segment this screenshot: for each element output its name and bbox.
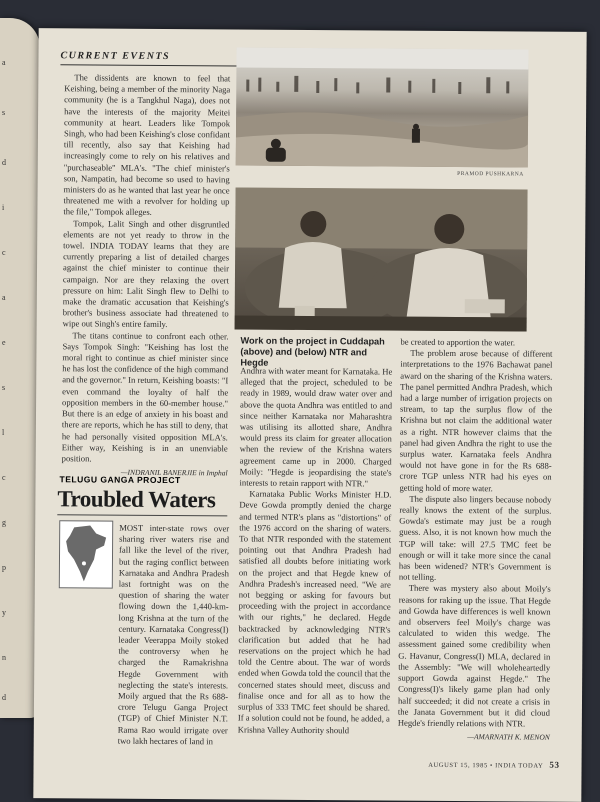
article2-paragraph: The problem arose because of different interpretations to the 1976 Bachawat panel award on the sharing of the Krishna waters. The panel permitted Andhra Pradesh, which had a large number of irrigation projects on stream, to tap the surplus flow of the Krishna but not claim the additional water as a right. NTR however claims that the panel had given Andhra the right to use the surplus water. Karnataka feels Andhra would not have gone in for the Rs 688-crore TGP unless NTR had his eyes on getting hold of more water. (399, 347, 553, 493)
page-footer (428, 759, 559, 770)
footer-date: AUGUST 15, 1985 • INDIA TODAY (428, 761, 544, 770)
section-header: CURRENT EVENTS (60, 50, 171, 63)
article2-byline: —AMARNATH K. MENON (467, 732, 550, 742)
article2-paragraph: be created to apportion the water. (400, 336, 516, 348)
article1-paragraph: Tompok, Lalit Singh and other disgruntled elements are not yet ready to throw in the towel. INDIA TODAY learns that they are currently preparing a list of detailed charges against the chief minister to continue their campaign. Nor are they relaxing the overt pressure on him: Lalit Singh flew to Delhi to make the dramatic accusation that Keishing's brother's business associate had threatened to wipe out Singh's entire family. (62, 217, 230, 330)
edge-letter: l (2, 428, 5, 437)
title-rule (57, 514, 227, 516)
edge-letter: s (2, 383, 6, 392)
article2-paragraph: There was mystery also about Moily's reasons for raking up the issue. That Hegde and Gowda have differences is well known and observers feel Moily's charge was calculated to widen this wedge. The assessment gained some credibility when G. Havanur, Congress(I) MLA, declared in the Assembly: "We will wholeheartedly support Gowda against Hegde." The Congress(I)'s likely game plan had only half succeeded; it did not create a crisis in the Janata Government but it did cloud Hegde's friendly relations with NTR. (397, 583, 551, 729)
article2-paragraph: Karnataka Public Works Minister H.D. Deve Gowda promptly denied the charge and termed NTR's plans as "distortions" of the 1976 accord on the sharing of waters. To that NTR responded with the statement pointing out that Andhra Pradesh had satisfied all doubts before initiating work on the project and that Hegde knew of Andhra Pradesh's increased need. "We are not begging or asking for favours but proceeding with the project in accordance with our rights," he declared. Hegde backtracked by acknowledging NTR's clarification but added that he had reservations on the project which he had told the Centre about. The war of words ended when Gowda told the council that the concerned states should meet, discuss and finalise once and for all as to how the surplus of 333 TMC feet should be shared. If a solution could not be found, he added, a Krishna Valley Authority should (237, 488, 392, 735)
article2-column-2 (238, 366, 393, 737)
photo-caption: Work on the project in Cuddapah (above) and (below) NTR and Hegde (240, 335, 385, 368)
two-men-seated-illustration (235, 187, 528, 331)
header-rule (60, 64, 256, 66)
page-number: 53 (549, 759, 560, 770)
photo-ntr-hegde (235, 187, 528, 331)
edge-letter: a (2, 293, 6, 302)
edge-letter: p (2, 563, 6, 572)
edge-letter: n (2, 653, 6, 662)
edge-letter: g (2, 518, 6, 527)
edge-letter: c (2, 248, 6, 257)
article2-column-1 (60, 522, 230, 747)
article2-lead: MOST inter-state rows over sharing river waters rise and fall like the level of the river, but the raging conflict between Karnataka and Andhra Pradesh last fortnight was on the question of sharing the water flowing down the 1,440-km-long Krishna at the turn of the century. Karnataka Congress(I) leader Veerappa Moily stoked the controversy when he charged the Ramakrishna Hegde Government with neglecting the state's interests. Moily argued that the Rs 688-crore Telugu Ganga Project (TGP) of Chief Minister N.T. Rama Rao would irrigate over two lakh hectares of land in (117, 522, 230, 747)
edge-letter: s (2, 108, 6, 117)
photo-credit: PRAMOD PUSHKARNA (457, 171, 524, 178)
magazine-page (33, 28, 586, 802)
edge-letter: y (2, 608, 6, 617)
article2-column-3 (398, 337, 553, 743)
edge-letter: i (2, 203, 5, 212)
article2-title: Troubled Waters (57, 486, 216, 513)
article1-paragraph: The titans continue to confront each other. Says Tompok Singh: "Keishing has lost the moral right to continue as chief minister since he has lost the confidence of the high command and the governor." In return, Keishing boasts: "I even command the loyalty of half the opposition members in the 60-member house." But there is an edge of anxiety in his boast and there are reports, which he has still to deny, that he had personally visited opposition MLA's. Either way, Keishing is in an unenviable position. (61, 330, 229, 464)
article2-paragraph: The dispute also lingers because nobody really knows the extent of the surplus. Gowda's estimate may just be a rough guess. Also, it is not known how much the TGP will take: will 27.5 TMC feet be enough or will it take more since the canal has been widened? NTR's Government is not telling. (398, 493, 552, 583)
article1-column (62, 72, 231, 478)
photo-cuddapah-project (236, 47, 529, 167)
edge-letter: d (2, 158, 6, 167)
article2-paragraph: Andhra with water meant for Karnataka. He alleged that the project, scheduled to be ready in 1989, would draw water over and above the quota Andhra was entitled to and since neither Karnataka nor Maharashtra was utilising its allotted share, Andhra would press its claim for greater allocation when the review of the Krishna waters agreement came up in 2000. Charged Moily: "Hegde is jeopardising the state's interests to retain rapport with NTR." (239, 365, 393, 489)
article1-paragraph: The dissidents are known to feel that Keishing, being a member of the minority Naga community (he is a Tangkhul Naga), does not have the interests of the majority Meitei community at heart. Leaders like Tompok Singh, who had been Keishing's close confidant till recently, also say that Keishing had increasingly come to rely on his relatives and "purchaseable" MLA's. "The chief minister's son, Nampatin, had become so used to having ministers do as he wanted that last year he once threatened me with a revolver for holding up the file," Tompok alleges. (63, 72, 231, 218)
article1-byline: —INDRANIL BANERJIE in Imphal (120, 467, 228, 478)
article2-kicker: TELUGU GANGA PROJECT (59, 474, 181, 486)
edge-letter: d (2, 693, 6, 702)
crowd-scene-illustration (236, 47, 529, 167)
edge-letter: c (2, 473, 6, 482)
edge-letter: a (2, 58, 6, 67)
edge-letter: e (2, 338, 6, 347)
